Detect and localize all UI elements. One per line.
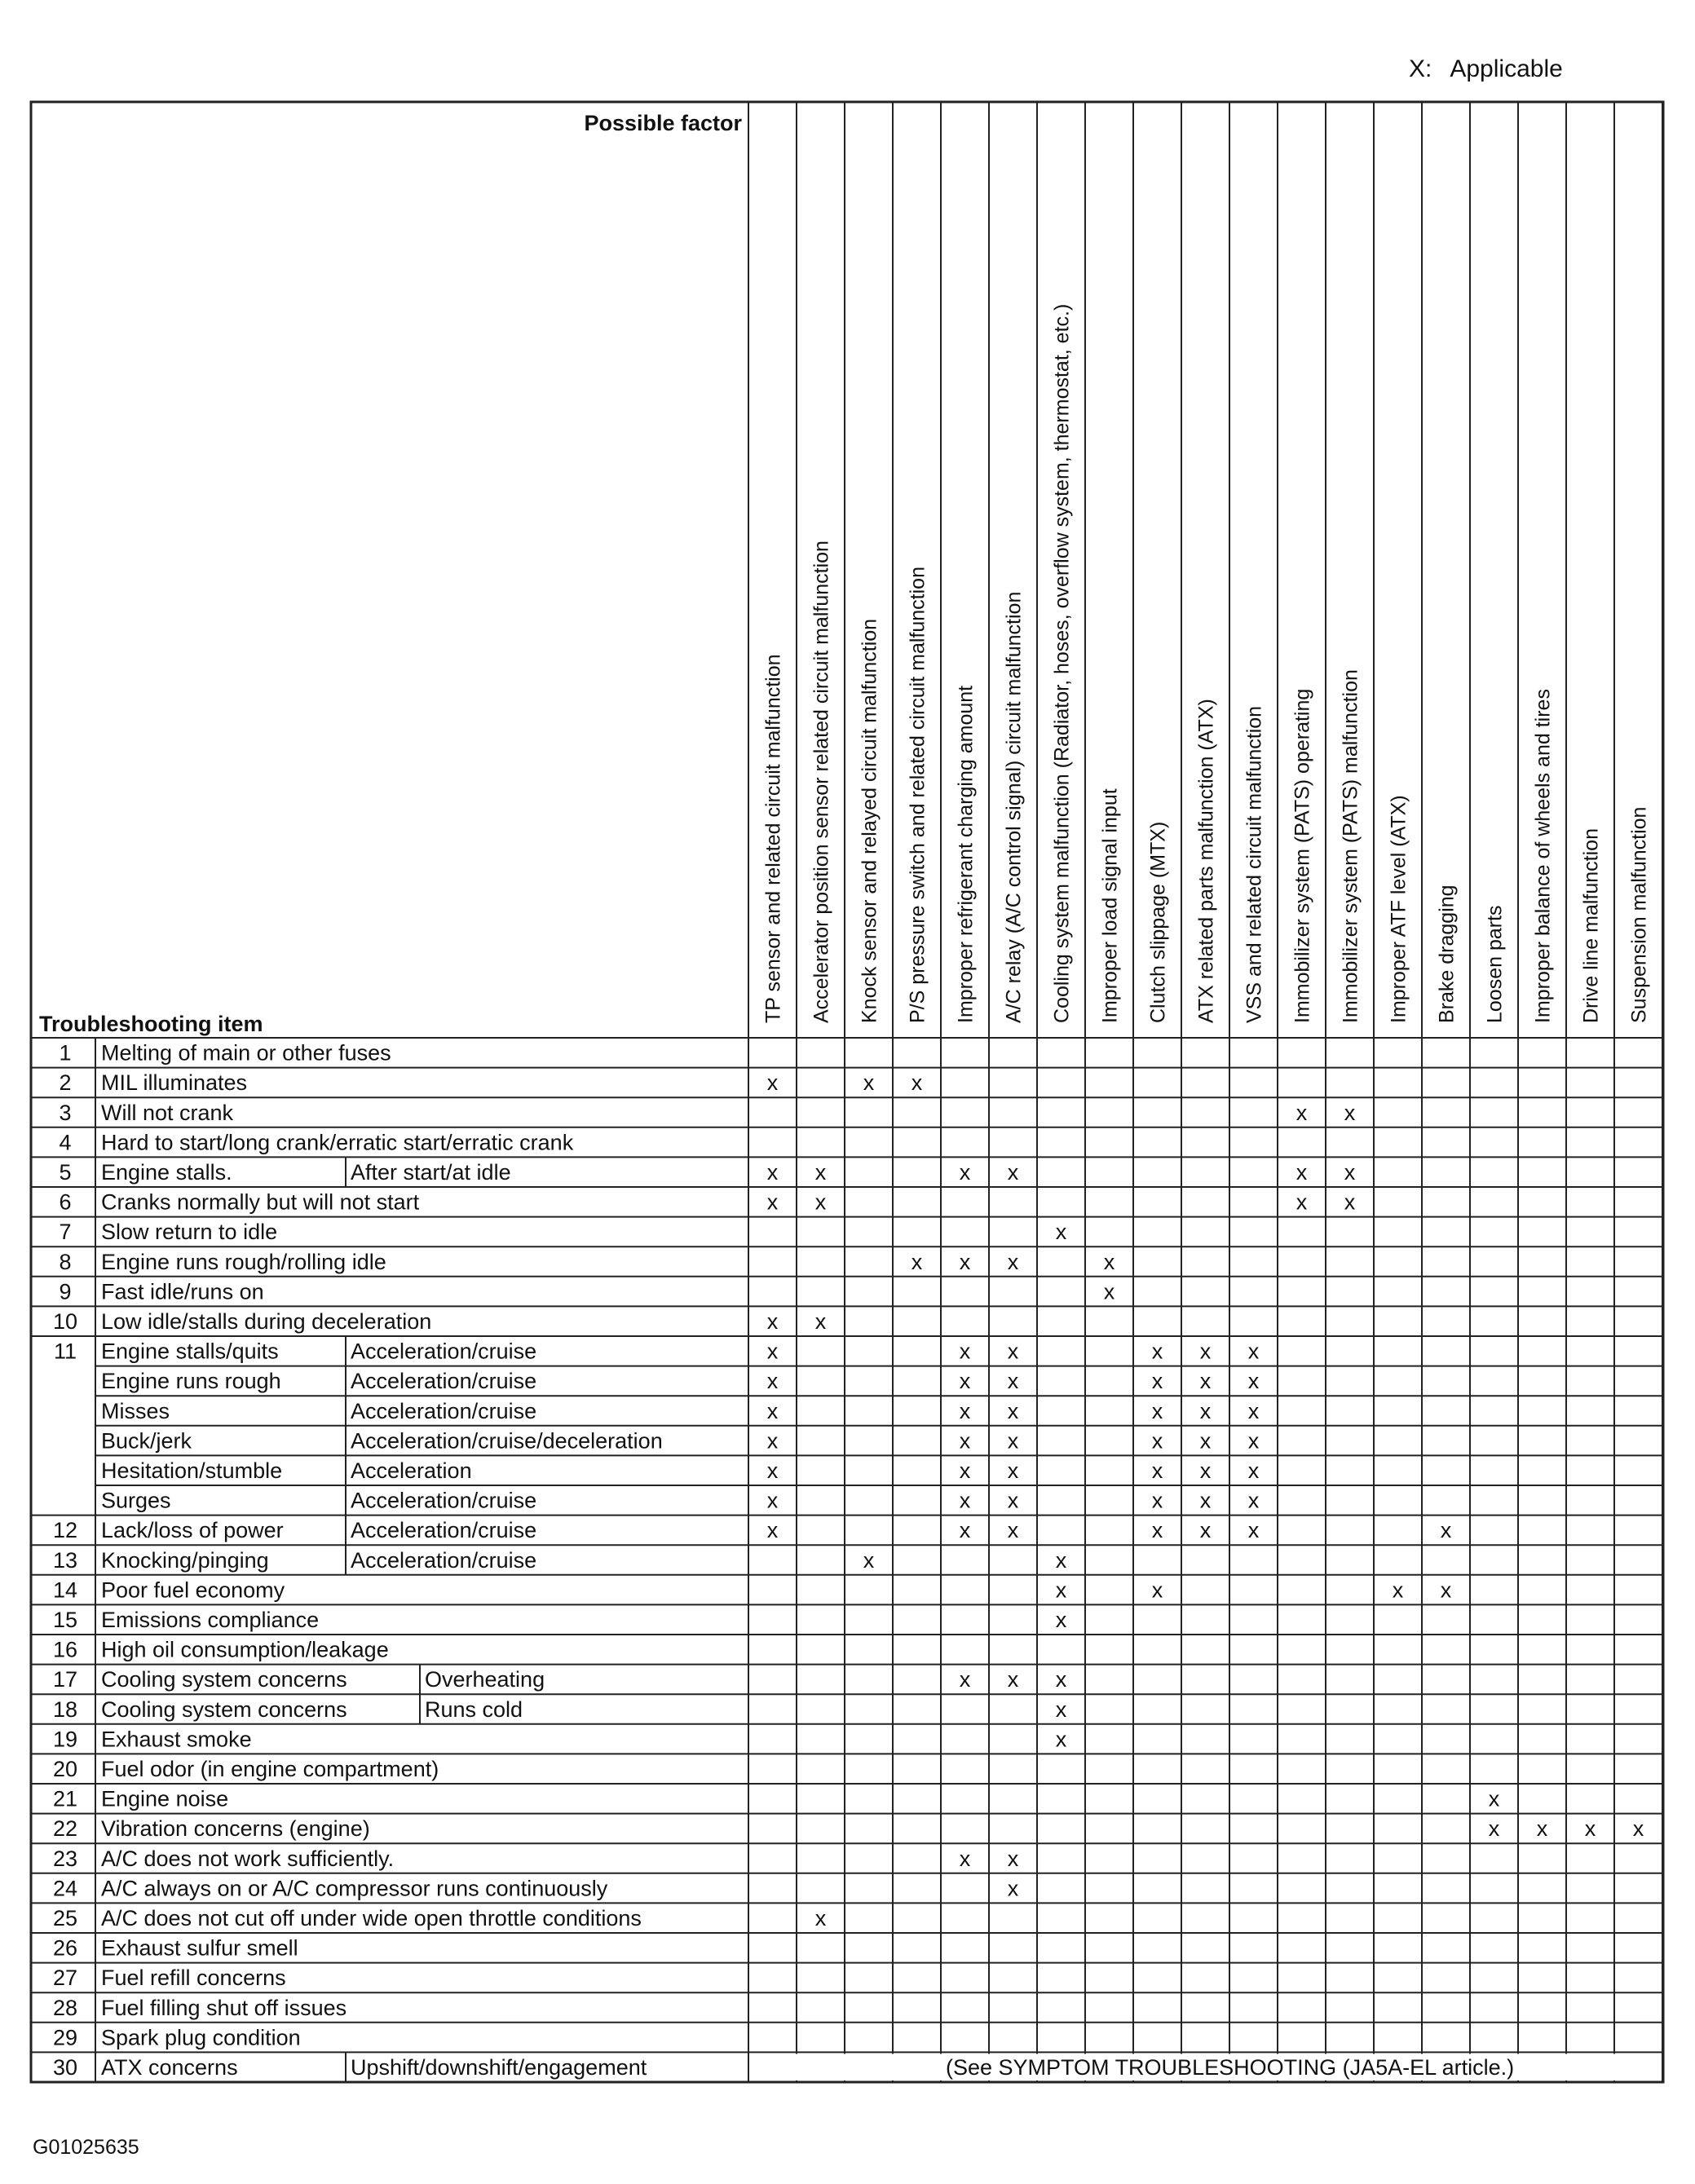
applicable-mark: x	[1007, 1249, 1019, 1274]
row-number: 15	[52, 1608, 78, 1632]
applicable-mark: x	[1055, 1220, 1067, 1245]
applicable-mark: x	[1007, 1667, 1019, 1692]
row-condition: Acceleration/cruise	[351, 1518, 537, 1543]
factor-label-19: Suspension malfunction	[1627, 806, 1651, 1023]
applicable-mark: x	[959, 1458, 971, 1483]
row-item: Engine noise	[101, 1786, 229, 1811]
applicable-mark: x	[1151, 1518, 1163, 1543]
applicable-mark: x	[1199, 1458, 1212, 1483]
applicable-mark: x	[1536, 1816, 1548, 1842]
row-number: 3	[59, 1100, 72, 1125]
row-item: A/C always on or A/C compressor runs continuously	[101, 1876, 608, 1901]
factor-label-15: Brake dragging	[1435, 885, 1459, 1023]
applicable-mark: x	[1247, 1339, 1260, 1364]
row-number: 28	[52, 1995, 78, 2020]
applicable-mark: x	[1007, 1518, 1019, 1543]
applicable-mark: x	[1151, 1458, 1163, 1483]
row-item: ATX concerns	[101, 2055, 238, 2080]
row-item: Exhaust smoke	[101, 1727, 252, 1752]
applicable-mark: x	[1199, 1369, 1212, 1394]
applicable-mark: x	[1632, 1816, 1644, 1842]
applicable-mark: x	[1247, 1428, 1260, 1454]
row-number: 18	[52, 1696, 78, 1722]
legend-text: Applicable	[1450, 55, 1563, 82]
applicable-mark: x	[1488, 1816, 1500, 1842]
row-item: Exhaust sulfur smell	[101, 1935, 298, 1961]
applicable-mark: x	[766, 1458, 779, 1483]
row-item: A/C does not cut off under wide open throttle conditions	[101, 1906, 642, 1930]
row-number: 26	[52, 1935, 78, 1961]
row-item: Lack/loss of power	[101, 1518, 284, 1543]
applicable-mark: x	[1247, 1458, 1260, 1483]
row-condition: Acceleration/cruise	[351, 1369, 537, 1394]
applicable-mark: x	[1151, 1428, 1163, 1454]
applicable-mark: x	[1199, 1339, 1212, 1364]
applicable-mark: x	[1007, 1846, 1019, 1871]
applicable-mark: x	[814, 1160, 827, 1185]
row-condition: Acceleration/cruise	[351, 1488, 537, 1513]
applicable-mark: x	[814, 1189, 827, 1215]
applicable-mark: x	[1344, 1189, 1356, 1215]
applicable-mark: x	[863, 1070, 875, 1096]
row-number: 20	[52, 1757, 78, 1781]
row-number: 29	[52, 2025, 78, 2050]
troubleshooting-item-header: Troubleshooting item	[39, 1012, 263, 1036]
applicable-mark: x	[863, 1547, 875, 1573]
applicable-mark: x	[766, 1518, 779, 1543]
applicable-mark: x	[1440, 1518, 1452, 1543]
applicable-mark: x	[959, 1846, 971, 1871]
applicable-mark: x	[959, 1160, 971, 1185]
row-item: Engine stalls.	[101, 1160, 232, 1185]
factor-label-11: VSS and related circuit malfunction	[1243, 705, 1266, 1023]
factor-label-2: Accelerator position sensor related circuit malfunction	[810, 540, 833, 1023]
row-number: 9	[59, 1279, 72, 1304]
row-item: Spark plug condition	[101, 2025, 301, 2050]
applicable-mark: x	[959, 1428, 971, 1454]
row-item: Hard to start/long crank/erratic start/erratic crank	[101, 1130, 574, 1155]
row-number: 30	[52, 2055, 78, 2080]
row-number: 4	[59, 1130, 72, 1155]
factor-label-6: A/C relay (A/C control signal) circuit malfunction	[1002, 591, 1026, 1023]
applicable-mark: x	[1344, 1160, 1356, 1185]
see-symptom-note: (See SYMPTOM TROUBLESHOOTING (JA5A-EL article.)	[946, 2055, 1515, 2080]
row-item: Cranks normally but will not start	[101, 1189, 420, 1215]
applicable-mark: x	[766, 1488, 779, 1513]
applicable-mark: x	[911, 1070, 923, 1096]
row-number: 16	[52, 1637, 78, 1662]
applicable-mark: x	[1055, 1608, 1067, 1632]
factor-label-5: Improper refrigerant charging amount	[954, 685, 978, 1023]
row-condition: Acceleration/cruise/deceleration	[351, 1428, 663, 1454]
applicable-mark: x	[1007, 1876, 1019, 1901]
row-number: 1	[59, 1040, 72, 1066]
table-frame	[31, 102, 1663, 2082]
applicable-mark: x	[1247, 1488, 1260, 1513]
applicable-mark: x	[766, 1309, 779, 1334]
row-condition: Acceleration/cruise	[351, 1547, 537, 1573]
row-number: 7	[59, 1220, 72, 1245]
row-number: 14	[52, 1577, 78, 1603]
applicable-mark: x	[911, 1249, 923, 1274]
row-condition: Overheating	[425, 1667, 545, 1692]
applicable-mark: x	[1055, 1696, 1067, 1722]
applicable-mark: x	[1055, 1727, 1067, 1752]
row-item: Emissions compliance	[101, 1608, 320, 1632]
row-number: 22	[52, 1816, 78, 1842]
row-number: 21	[52, 1786, 78, 1811]
applicable-mark: x	[959, 1488, 971, 1513]
applicable-mark: x	[766, 1369, 779, 1394]
applicable-mark: x	[1296, 1100, 1308, 1125]
applicable-mark: x	[1007, 1488, 1019, 1513]
row-number: 13	[52, 1547, 78, 1573]
applicable-mark: x	[1103, 1279, 1115, 1304]
row-item: Melting of main or other fuses	[101, 1040, 391, 1066]
row-item: Hesitation/stumble	[101, 1458, 283, 1483]
applicable-mark: x	[1007, 1398, 1019, 1423]
applicable-mark: x	[814, 1309, 827, 1334]
factor-label-7: Cooling system malfunction (Radiator, hoses, overflow system, thermostat, etc.)	[1050, 303, 1074, 1023]
factor-label-1: TP sensor and related circuit malfunction	[761, 654, 785, 1023]
applicable-mark: x	[959, 1518, 971, 1543]
row-number: 11	[53, 1339, 77, 1364]
row-item: Cooling system concerns	[101, 1696, 347, 1722]
factor-label-13: Immobilizer system (PATS) malfunction	[1339, 669, 1362, 1023]
row-item: Will not crank	[101, 1100, 234, 1125]
applicable-mark: x	[1199, 1488, 1212, 1513]
applicable-mark: x	[1392, 1577, 1404, 1603]
row-item: A/C does not work sufficiently.	[101, 1846, 395, 1871]
applicable-mark: x	[766, 1160, 779, 1185]
factor-label-16: Loosen parts	[1483, 905, 1507, 1023]
row-item: Fast idle/runs on	[101, 1279, 264, 1304]
row-condition: Runs cold	[425, 1696, 523, 1722]
row-number: 6	[59, 1189, 72, 1215]
row-item: Engine runs rough/rolling idle	[101, 1249, 386, 1274]
applicable-mark: x	[959, 1398, 971, 1423]
applicable-mark: x	[959, 1369, 971, 1394]
applicable-mark: x	[1007, 1339, 1019, 1364]
applicable-mark: x	[1151, 1369, 1163, 1394]
row-item: Slow return to idle	[101, 1220, 278, 1245]
applicable-mark: x	[1007, 1369, 1019, 1394]
possible-factor-header: Possible factor	[584, 111, 742, 135]
factor-label-14: Improper ATF level (ATX)	[1387, 795, 1410, 1023]
applicable-mark: x	[1247, 1398, 1260, 1423]
row-item: Vibration concerns (engine)	[101, 1816, 370, 1842]
factor-label-18: Drive line malfunction	[1579, 828, 1603, 1023]
factor-label-10: ATX related parts malfunction (ATX)	[1194, 699, 1218, 1023]
applicable-mark: x	[766, 1339, 779, 1364]
row-item: Poor fuel economy	[101, 1577, 285, 1603]
row-item: Engine runs rough	[101, 1369, 281, 1394]
row-item: Buck/jerk	[101, 1428, 192, 1454]
applicable-mark: x	[1440, 1577, 1452, 1603]
row-item: Fuel filling shut off issues	[101, 1995, 347, 2020]
applicable-mark: x	[1055, 1667, 1067, 1692]
row-number: 10	[52, 1309, 78, 1334]
applicable-mark: x	[1247, 1369, 1260, 1394]
row-item: High oil consumption/leakage	[101, 1637, 389, 1662]
factor-label-3: Knock sensor and relayed circuit malfunction	[858, 618, 881, 1023]
applicable-mark: x	[1055, 1577, 1067, 1603]
row-condition: Acceleration/cruise	[351, 1339, 537, 1364]
applicable-mark: x	[1007, 1160, 1019, 1185]
row-number: 19	[52, 1727, 78, 1752]
row-number: 5	[59, 1160, 72, 1185]
applicable-mark: x	[766, 1189, 779, 1215]
applicable-mark: x	[959, 1339, 971, 1364]
applicable-mark: x	[1055, 1547, 1067, 1573]
factor-label-17: Improper balance of wheels and tires	[1531, 689, 1555, 1023]
applicable-mark: x	[766, 1398, 779, 1423]
applicable-mark: x	[1199, 1428, 1212, 1454]
row-number: 24	[52, 1876, 78, 1901]
applicable-mark: x	[766, 1428, 779, 1454]
factor-label-8: Improper load signal input	[1098, 788, 1122, 1023]
row-item: Misses	[101, 1398, 170, 1423]
applicable-mark: x	[1296, 1160, 1308, 1185]
applicable-mark: x	[1151, 1577, 1163, 1603]
factor-label-9: Clutch slippage (MTX)	[1146, 821, 1170, 1023]
applicable-mark: x	[1151, 1339, 1163, 1364]
row-number: 25	[52, 1906, 78, 1930]
applicable-mark: x	[1151, 1488, 1163, 1513]
figure-id: G01025635	[33, 2136, 139, 2159]
factor-label-4: P/S pressure switch and related circuit malfunction	[906, 567, 929, 1023]
applicable-mark: x	[1247, 1518, 1260, 1543]
applicable-mark: x	[1584, 1816, 1596, 1842]
row-item: Engine stalls/quits	[101, 1339, 279, 1364]
applicable-mark: x	[766, 1070, 779, 1096]
row-number: 23	[52, 1846, 78, 1871]
applicable-mark: x	[1344, 1100, 1356, 1125]
row-condition: After start/at idle	[351, 1160, 511, 1185]
applicable-mark: x	[1007, 1458, 1019, 1483]
row-number: 27	[52, 1966, 78, 1991]
applicable-mark: x	[1488, 1786, 1500, 1811]
row-condition: Acceleration	[351, 1458, 472, 1483]
row-number: 12	[52, 1518, 78, 1543]
row-item: Fuel refill concerns	[101, 1966, 286, 1991]
row-condition: Upshift/downshift/engagement	[351, 2055, 647, 2080]
applicable-mark: x	[1199, 1518, 1212, 1543]
applicable-mark: x	[814, 1906, 827, 1930]
applicable-mark: x	[1296, 1189, 1308, 1215]
factor-label-12: Immobilizer system (PATS) operating	[1291, 688, 1314, 1023]
row-number: 2	[59, 1070, 72, 1096]
applicable-mark: x	[1199, 1398, 1212, 1423]
applicable-mark: x	[959, 1667, 971, 1692]
row-item: Fuel odor (in engine compartment)	[101, 1757, 439, 1781]
row-item: Surges	[101, 1488, 171, 1513]
row-number: 8	[59, 1249, 72, 1274]
applicable-mark: x	[959, 1249, 971, 1274]
applicable-mark: x	[1151, 1398, 1163, 1423]
row-item: Cooling system concerns	[101, 1667, 347, 1692]
row-number: 17	[52, 1667, 78, 1692]
legend-symbol: X:	[1409, 55, 1432, 82]
row-condition: Acceleration/cruise	[351, 1398, 537, 1423]
applicable-mark: x	[1007, 1428, 1019, 1454]
row-item: Low idle/stalls during deceleration	[101, 1309, 432, 1334]
applicable-mark: x	[1103, 1249, 1115, 1274]
row-item: Knocking/pinging	[101, 1547, 269, 1573]
row-item: MIL illuminates	[101, 1070, 248, 1096]
